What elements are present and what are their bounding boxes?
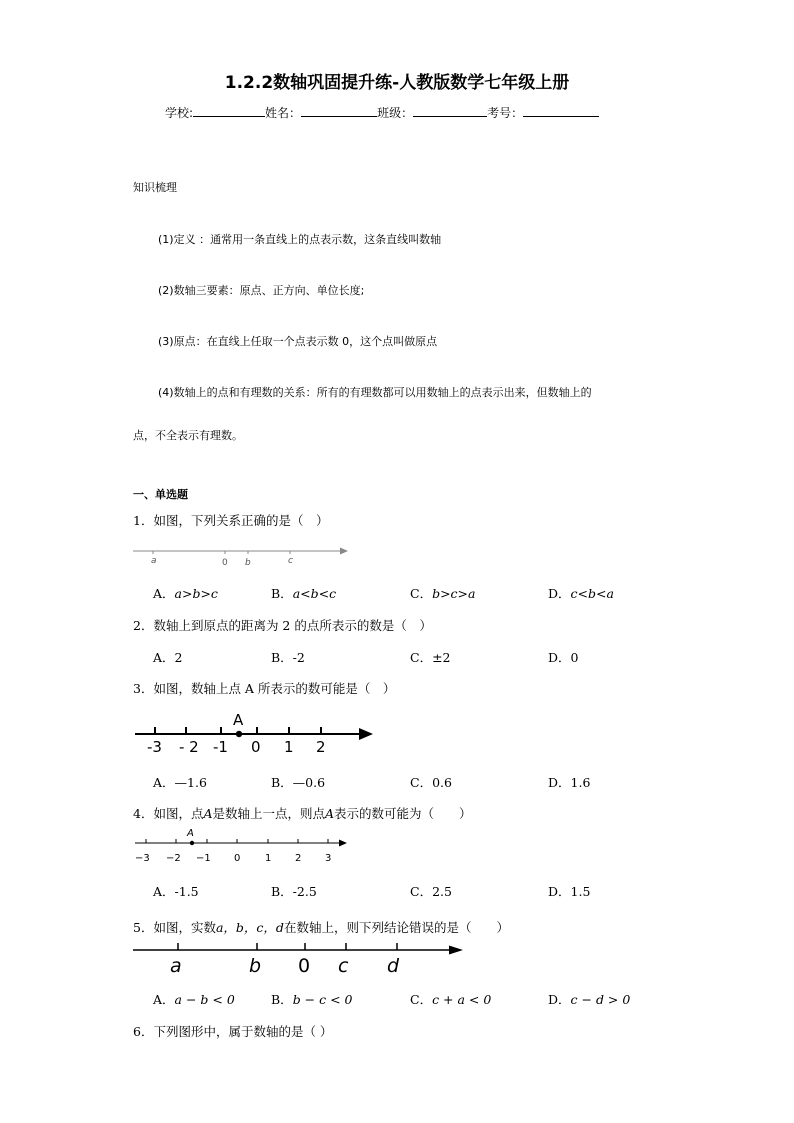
student-info-line <box>165 104 599 121</box>
q2-option-c[interactable]: C．±2 <box>410 650 451 665</box>
q1-label-b: b <box>245 558 251 568</box>
knowledge-p4: (4)数轴上的点和有理数的关系：所有的有理数都可以用数轴上的点表示出来，但数轴上的 <box>158 386 592 399</box>
q3-number-line <box>133 708 378 756</box>
knowledge-p1: (1)定义 ：通常用一条直线上的点表示数，这条直线叫数轴 <box>158 233 442 246</box>
q4-tick-5: 1 <box>265 853 272 864</box>
q5-option-d[interactable]: D．c − d > 0 <box>548 992 631 1007</box>
question-4-stem: 4．如图，点A是数轴上一点，则点A表示的数可能为（ ） <box>133 806 472 821</box>
knowledge-p3: (3)原点：在直线上任取一个点表示数 0，这个点叫做原点 <box>158 335 438 348</box>
q5-number-line <box>133 938 468 978</box>
q5-option-b[interactable]: B．b − c < 0 <box>271 992 353 1007</box>
q1-option-c[interactable]: C．b>c>a <box>410 586 476 601</box>
q1-number-line <box>133 543 353 569</box>
q1-option-b[interactable]: B．a<b<c <box>271 586 337 601</box>
q5-option-a[interactable]: A．a − b < 0 <box>153 992 235 1007</box>
knowledge-p2: (2)数轴三要素：原点、正方向、单位长度; <box>158 284 365 297</box>
q3-tick-5: 1 <box>284 738 294 756</box>
q4-point-a <box>190 841 194 845</box>
q5-label-d: d <box>387 955 400 977</box>
q5-label-a: a <box>170 955 182 977</box>
q4-option-b[interactable]: B．-2.5 <box>271 884 317 899</box>
q4-option-a[interactable]: A．-1.5 <box>153 884 199 899</box>
q3-point-a <box>236 731 242 737</box>
question-2-stem: 2．数轴上到原点的距离为 2 的点所表示的数是（ ） <box>133 618 432 633</box>
q1-label-a: a <box>151 556 157 566</box>
q2-option-b[interactable]: B．-2 <box>271 650 305 665</box>
q2-option-a[interactable]: A．2 <box>153 650 183 665</box>
name-blank[interactable] <box>301 104 377 117</box>
q4-option-d[interactable]: D．1.5 <box>548 884 591 899</box>
q4-tick-4: 0 <box>234 853 241 864</box>
q5-option-c[interactable]: C．c + a < 0 <box>410 992 492 1007</box>
page-title: 1.2.2数轴巩固提升练-人教版数学七年级上册 <box>224 73 570 93</box>
q3-tick-3: -1 <box>213 738 228 756</box>
exam-no-label: 考号： <box>487 106 524 120</box>
school-blank[interactable] <box>193 104 265 117</box>
q2-option-d[interactable]: D．0 <box>548 650 579 665</box>
question-6-stem: 6．下列图形中，属于数轴的是（ ） <box>133 1024 333 1039</box>
q4-number-line <box>133 826 353 866</box>
q3-tick-4: 0 <box>251 738 261 756</box>
school-label: 学校: <box>165 106 194 120</box>
class-label: 班级： <box>377 106 414 120</box>
q1-option-d[interactable]: D．c<b<a <box>548 586 614 601</box>
q3-tick-6: 2 <box>316 738 326 756</box>
knowledge-p4-cont: 点，不全表示有理数。 <box>133 429 243 442</box>
q5-label-b: b <box>249 955 262 977</box>
q4-tick-7: 3 <box>325 853 332 864</box>
q3-tick-2: - 2 <box>179 738 199 756</box>
q4-tick-2: −2 <box>166 853 181 864</box>
q1-label-zero: 0 <box>222 558 228 568</box>
question-3-stem: 3．如图，数轴上点 A 所表示的数可能是（ ） <box>133 681 396 696</box>
q5-label-c: c <box>338 955 349 977</box>
question-5-stem: 5．如图，实数a，b，c，d在数轴上，则下列结论错误的是（ ） <box>133 920 509 935</box>
q4-tick-3: −1 <box>196 853 211 864</box>
knowledge-heading: 知识梳理 <box>133 181 177 194</box>
q3-option-c[interactable]: C．0.6 <box>410 775 452 790</box>
exam-no-blank[interactable] <box>523 104 599 117</box>
q3-option-d[interactable]: D．1.6 <box>548 775 591 790</box>
q3-option-a[interactable]: A．—1.6 <box>153 775 207 790</box>
q3-option-b[interactable]: B．—0.6 <box>271 775 326 790</box>
question-1-stem: 1．如图，下列关系正确的是（ ） <box>133 513 329 528</box>
q5-label-zero: 0 <box>298 955 311 977</box>
q4-tick-6: 2 <box>295 853 302 864</box>
q4-tick-1: −3 <box>135 853 150 864</box>
q4-label-point: A <box>187 828 194 839</box>
q4-option-c[interactable]: C．2.5 <box>410 884 452 899</box>
q3-tick-1: -3 <box>147 738 162 756</box>
name-label: 姓名： <box>265 106 302 120</box>
q3-label-point: A <box>233 711 244 729</box>
q1-label-c: c <box>288 556 293 566</box>
section-heading: 一、单选题 <box>133 488 188 501</box>
class-blank[interactable] <box>413 104 487 117</box>
q1-option-a[interactable]: A．a>b>c <box>153 586 218 601</box>
